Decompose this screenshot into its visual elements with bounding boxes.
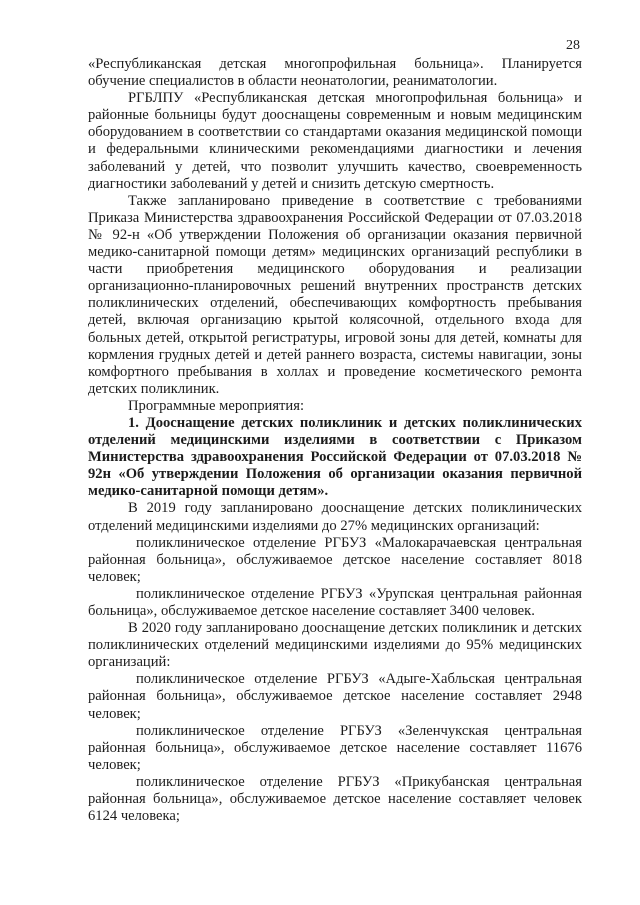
page-number: 28 xyxy=(566,38,580,53)
list-item-adyge-khablskaya: поликлиническое отделение РГБУЗ «Адыге-Хабльская центральная районная больница», обслуживаемое детское население составляет 2948 человек; xyxy=(88,671,582,722)
document-body xyxy=(88,56,582,825)
list-item-urupskaya: поликлиническое отделение РГБУЗ «Урупская центральная районная больница», обслуживаемое детское население составляет 3400 человек. xyxy=(88,585,582,619)
section-heading-equipment: 1. Дооснащение детских поликлиник и детских поликлинических отделений медицинскими изделиями в соответствии с Приказом Министерства здравоохранения Российской Федерации от 07.03.2018 № 92н «Об утверждении Положения об организации оказания первичной медико-санитарной помощи детям». xyxy=(88,414,582,500)
list-item-malokarachaevskaya: поликлиническое отделение РГБУЗ «Малокарачаевская центральная районная больница», обслуживаемое детское население составляет 8018 человек; xyxy=(88,534,582,585)
paragraph-equipment-upgrade: РГБЛПУ «Республиканская детская многопрофильная больница» и районные больницы будут дооснащены современным и новым медицинским оборудованием в соответствии со стандартами оказания медицинской помощи и федеральными клиническими рекомендациями диагностики и лечения заболеваний у детей, что позволит улучшить качество, своевременность диагностики заболеваний у детей и снизить детскую смертность. xyxy=(88,90,582,192)
list-item-zelenchukskaya: поликлиническое отделение РГБУЗ «Зеленчукская центральная районная больница», обслуживаемое детское население составляет 11676 человек; xyxy=(88,722,582,773)
list-item-prikubanskaya: поликлиническое отделение РГБУЗ «Прикубанская центральная районная больница», обслуживаемое детское население составляет человек 6124 человека; xyxy=(88,773,582,825)
paragraph-order-compliance: Также запланировано приведение в соответствие с требованиями Приказа Министерства здравоохранения Российской Федерации от 07.03.2018 № 92-н «Об утверждении Положения об организации оказания первичной медико-санитарной помощи детям» медицинских организаций республики в части приобретения медицинского оборудования и реализации организационно-планировочных решений внутренних пространств детских поликлинических отделений, обеспечивающих комфортность пребывания детей, включая организацию крытой колясочной, отдельного входа для больных детей, открытой регистратуры, игровой зоны для детей, комнаты для кормления грудных детей и детей раннего возраста, системы навигации, зоны комфортного пребывания в холлах и проведение косметического ремонта детских поликлиник. xyxy=(88,192,582,397)
paragraph-plan-2019: В 2019 году запланировано дооснащение детских поликлинических отделений медицинскими изделиями до 27% медицинских организаций: xyxy=(88,500,582,534)
paragraph-plan-2020: В 2020 году запланировано дооснащение детских поликлиник и детских поликлинических отделений медицинскими изделиями до 95% медицинских организаций: xyxy=(88,620,582,671)
paragraph-hospital-continuation: «Республиканская детская многопрофильная больница». Планируется обучение специалистов в области неонатологии, реаниматологии. xyxy=(88,56,582,90)
paragraph-program-activities-heading: Программные мероприятия: xyxy=(128,397,304,414)
